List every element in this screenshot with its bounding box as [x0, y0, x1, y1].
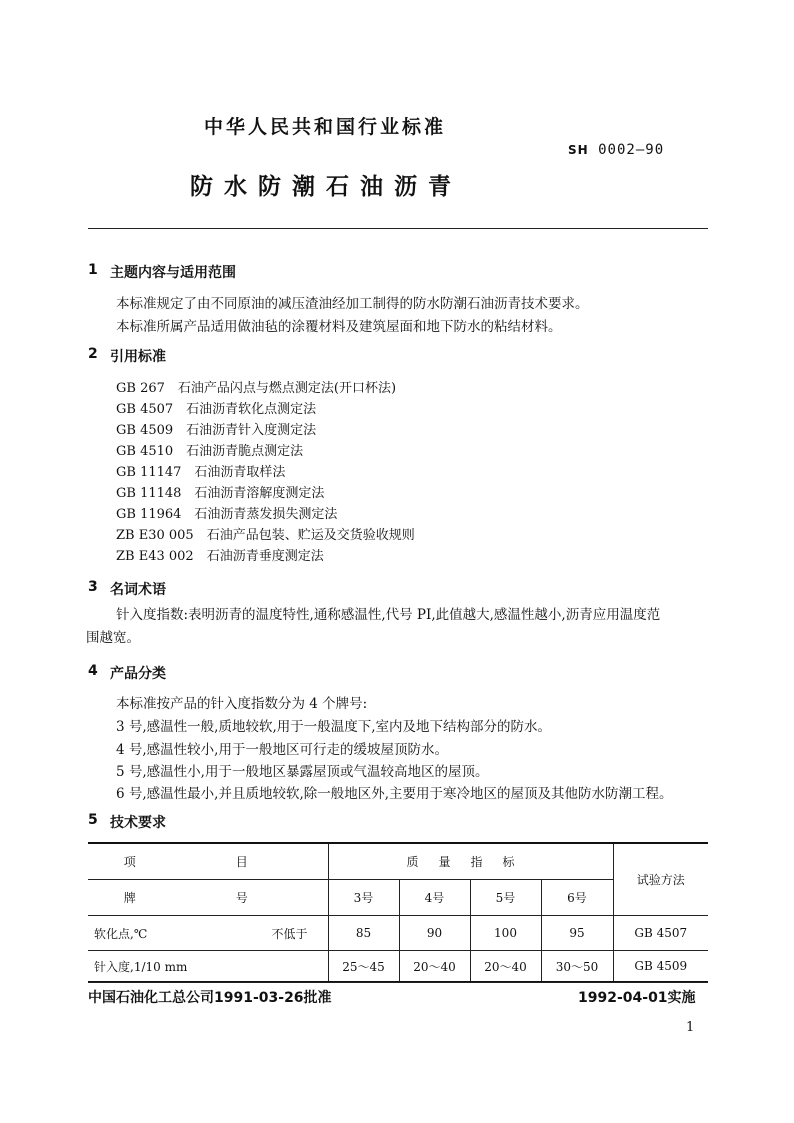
table-header-row	[88, 843, 708, 880]
reference-standard-item: GB 267 石油产品闪点与燃点测定法(开口杯法)	[116, 381, 397, 396]
value-cell: 25～45	[328, 951, 399, 983]
value-cell: 100	[470, 916, 541, 951]
grade-cell: 6号	[541, 880, 613, 916]
grade-description: 3 号,感温性一般,质地较软,用于一般温度下,室内及地下结构部分的防水。	[116, 719, 552, 735]
header-divider	[88, 228, 708, 229]
reference-standard-item: GB 4509 石油沥青针入度测定法	[116, 423, 317, 438]
quality-index-header: 质量指标	[328, 843, 613, 880]
reference-standard-item: ZB E30 005 石油产品包装、贮运及交货验收规则	[116, 528, 415, 543]
property-name-cell	[88, 916, 328, 951]
section-1-title: 主题内容与适用范围	[110, 265, 236, 281]
reference-standard-item: GB 4507 石油沥青软化点测定法	[116, 402, 317, 417]
section-2-title: 引用标准	[110, 349, 166, 365]
section-3-definition	[86, 604, 711, 650]
value-cell: 90	[399, 916, 470, 951]
grade-header: 牌 号	[88, 880, 328, 916]
table-row	[88, 916, 708, 951]
document-code-number: 0002—90	[598, 142, 665, 158]
section-1-paragraph: 本标准规定了由不同原油的减压渣油经加工制得的防水防潮石油沥青技术要求。	[116, 296, 589, 312]
footer-divider	[88, 982, 708, 983]
table-row	[88, 951, 708, 983]
property-name: 针入度,1/10 mm	[94, 959, 188, 974]
section-4-title: 产品分类	[110, 666, 166, 682]
document-code	[568, 142, 664, 158]
reference-standard-item: GB 11147 石油沥青取样法	[116, 465, 286, 480]
section-1-paragraph: 本标准所属产品适用做油毡的涂覆材料及建筑屋面和地下防水的粘结材料。	[116, 319, 562, 335]
property-name: 软化点,℃	[94, 926, 148, 941]
grade-cell: 4号	[399, 880, 470, 916]
definition-line-continued: 围越宽。	[86, 630, 140, 646]
section-5-title: 技术要求	[110, 815, 166, 831]
value-cell: 30～50	[541, 951, 613, 983]
value-cell: 85	[328, 916, 399, 951]
section-4-number: 4	[88, 663, 98, 679]
grade-description: 5 号,感温性小,用于一般地区暴露屋顶或气温较高地区的屋顶。	[116, 764, 489, 780]
test-method-header: 试验方法	[613, 843, 708, 916]
section-3-title: 名词术语	[110, 582, 166, 598]
method-cell: GB 4509	[613, 951, 708, 983]
standard-category-title: 中华人民共和国行业标准	[204, 116, 447, 138]
document-code-prefix: SH	[568, 143, 589, 157]
page-number: 1	[686, 1020, 695, 1035]
section-4-paragraph: 本标准按产品的针入度指数分为 4 个牌号:	[116, 696, 368, 712]
approval-line: 中国石油化工总公司1991-03-26批准	[88, 990, 332, 1006]
section-5-number: 5	[88, 812, 98, 828]
property-condition: 不低于	[271, 926, 308, 941]
section-3-number: 3	[88, 579, 98, 595]
reference-standard-item: GB 4510 石油沥青脆点测定法	[116, 444, 304, 459]
property-name-cell	[88, 951, 328, 983]
item-header: 项 目	[88, 843, 328, 880]
reference-standard-item: GB 11148 石油沥青溶解度测定法	[116, 486, 325, 501]
grade-cell: 3号	[328, 880, 399, 916]
section-2-number: 2	[88, 346, 98, 362]
definition-line: 针入度指数:表明沥青的温度特性,通称感温性,代号 PI,此值越大,感温性越小,沥青应用温度范	[116, 607, 661, 623]
value-cell: 95	[541, 916, 613, 951]
method-cell: GB 4507	[613, 916, 708, 951]
value-cell: 20～40	[470, 951, 541, 983]
grade-description: 6 号,感温性最小,并且质地较软,除一般地区外,主要用于寒冷地区的屋顶及其他防水防潮工程。	[116, 786, 673, 802]
section-1-number: 1	[88, 262, 98, 278]
reference-standard-item: GB 11964 石油沥青蒸发损失测定法	[116, 507, 338, 522]
implementation-date: 1992-04-01实施	[578, 990, 696, 1006]
reference-standard-item: ZB E43 002 石油沥青垂度测定法	[116, 549, 324, 564]
technical-requirements-table	[88, 842, 708, 983]
value-cell: 20～40	[399, 951, 470, 983]
grade-description: 4 号,感温性较小,用于一般地区可行走的缓坡屋顶防水。	[116, 742, 448, 758]
document-title: 防水防潮石油沥青	[190, 174, 462, 200]
grade-cell: 5号	[470, 880, 541, 916]
